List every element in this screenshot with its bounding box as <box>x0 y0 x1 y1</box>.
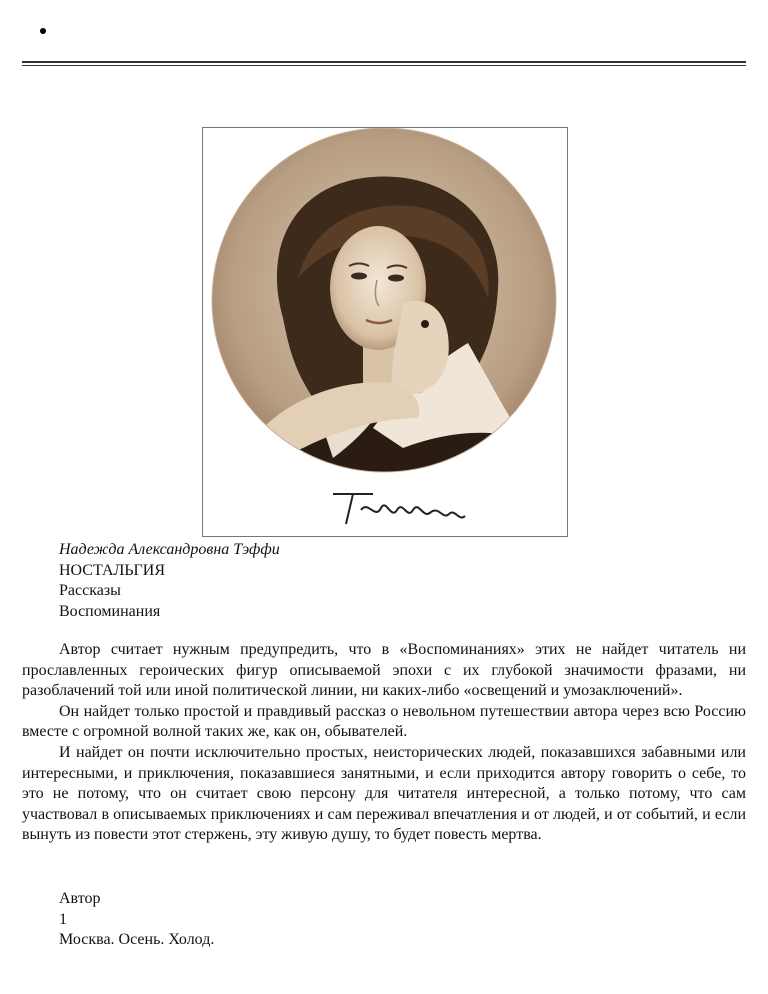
preface-signoff: Автор <box>59 890 101 907</box>
chapter-number: 1 <box>59 910 67 928</box>
author-name: Надежда Александровна Тэффи <box>59 541 280 558</box>
chapter-start <box>59 889 214 951</box>
signature-image <box>333 494 465 524</box>
author-portrait <box>202 127 568 537</box>
preface-paragraph: И найдет он почти исключительно простых, неисторических людей, показавшихся забавными или интересными, и приключения, показавшиеся занятными, и если приходится автору говорить о себе, то это не потому, что он считает свою персону для читателя интересной, а только потому, что сам участвовал в описываемых приключениях и сам переживал впечатления и от людей, и от событий, и если вынуть из повести этот стержень, эту живую душу, то будет повесть мертва. <box>22 743 746 844</box>
title-block <box>59 540 280 622</box>
chapter-first-line: Москва. Осень. Холод. <box>59 931 215 948</box>
book-subtitle-stories: Рассказы <box>59 582 121 599</box>
book-title: НОСТАЛЬГИЯ <box>59 561 166 579</box>
list-bullet <box>40 28 46 34</box>
horizontal-rule <box>22 61 746 66</box>
book-subtitle-memoirs: Воспоминания <box>59 602 161 620</box>
preface-paragraph: Автор считает нужным предупредить, что в «Воспоминаниях» этих не найдет читатель ни прославленных героических фигур описываемой эпохи с их глубокой значимости фразами, ни разоблачений той или иной политической линии, ни каких-либо «освещений и умозаключений». <box>22 641 746 700</box>
preface-paragraph: Он найдет только простой и правдивый рассказ о невольном путешествии автора через всю Россию вместе с огромной волной таких же, как он, обывателей. <box>22 702 746 741</box>
preface-text <box>22 640 746 846</box>
